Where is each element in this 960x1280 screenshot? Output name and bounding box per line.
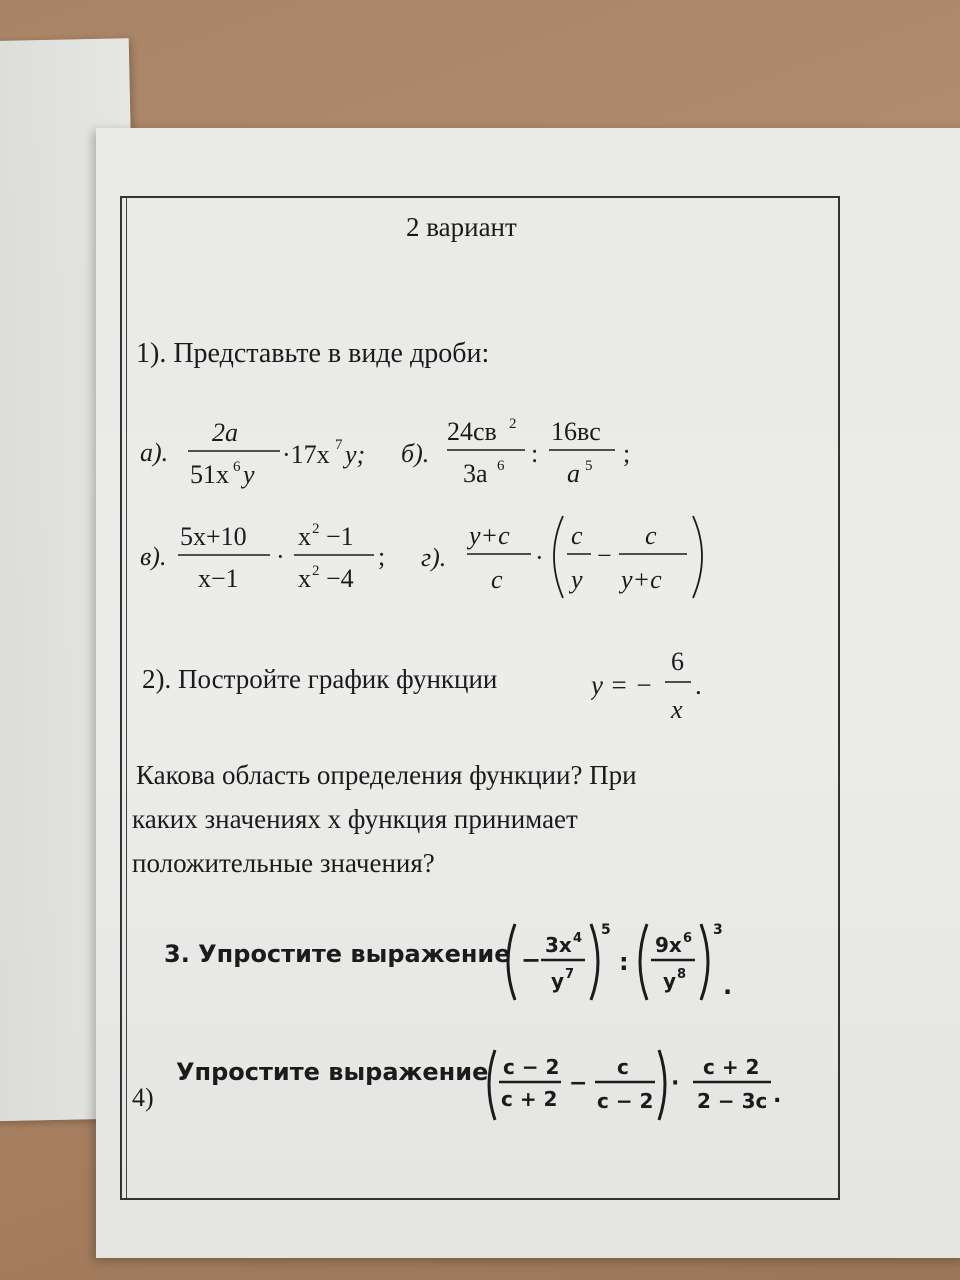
svg-text:;: ; — [378, 542, 386, 571]
svg-text:24cв: 24cв — [447, 417, 497, 446]
svg-text:·: · — [535, 543, 544, 572]
svg-text:−4: −4 — [326, 564, 354, 593]
task2-heading: 2). Постройте график функции — [142, 664, 498, 694]
svg-text:2: 2 — [312, 563, 320, 579]
svg-text:3: 3 — [713, 922, 723, 938]
task3-heading: 3. Упростите выражение — [164, 940, 511, 968]
svg-text:.: . — [723, 972, 733, 1000]
svg-text:5: 5 — [601, 922, 611, 938]
svg-text:c + 2: c + 2 — [501, 1087, 558, 1111]
svg-text:−: − — [569, 1071, 588, 1096]
svg-text:6: 6 — [683, 931, 693, 946]
svg-text:c: c — [645, 521, 657, 550]
task2-question-line2: каких значениях x функция принимает — [132, 804, 578, 834]
task2-formula-den: x — [671, 695, 683, 724]
task1a-expression — [140, 413, 380, 508]
task1v-label: в). — [140, 542, 167, 571]
task3-expression — [501, 910, 761, 1015]
svg-text:16вc: 16вc — [551, 417, 601, 446]
variant-title: 2 вариант — [406, 212, 517, 242]
svg-text:y: y — [243, 460, 255, 489]
svg-text:5: 5 — [585, 458, 593, 474]
svg-text:y;: y; — [345, 440, 366, 469]
svg-text:c − 2: c − 2 — [503, 1055, 560, 1079]
svg-text:7: 7 — [335, 437, 343, 453]
svg-text:·: · — [671, 1071, 680, 1096]
svg-text:−1: −1 — [326, 522, 354, 551]
svg-text:c − 2: c − 2 — [597, 1089, 654, 1113]
svg-text:8: 8 — [677, 967, 687, 982]
svg-text:6: 6 — [233, 459, 241, 475]
svg-text:6: 6 — [497, 458, 505, 474]
task2-formula-num: 6 — [671, 647, 684, 676]
svg-text:a: a — [567, 459, 580, 488]
svg-text:7: 7 — [565, 967, 575, 982]
svg-text:9x: 9x — [655, 933, 682, 957]
svg-text:−: − — [521, 946, 542, 974]
svg-text:.: . — [695, 670, 702, 700]
task1v-expression — [140, 513, 400, 608]
svg-text:c: c — [617, 1055, 629, 1079]
task2-formula-lhs: y = − — [591, 670, 653, 700]
svg-text:5x+10: 5x+10 — [180, 522, 247, 551]
svg-text:−: − — [597, 541, 612, 570]
svg-text:x: x — [298, 564, 311, 593]
svg-text:2: 2 — [509, 416, 517, 432]
task1b-expression — [401, 410, 651, 505]
svg-text:c + 2: c + 2 — [703, 1055, 760, 1079]
svg-text:3a: 3a — [463, 459, 488, 488]
svg-text:c: c — [571, 521, 583, 550]
svg-text:y: y — [571, 565, 583, 594]
task2-formula — [591, 638, 731, 733]
task2-question-line1: Какова область определения функции? При — [136, 760, 637, 790]
svg-text:2a: 2a — [212, 418, 238, 447]
svg-text::: : — [619, 948, 629, 976]
frame-inner-line — [126, 198, 127, 1198]
svg-text:x: x — [298, 522, 311, 551]
task1a-label: а). — [140, 438, 169, 467]
task1g-expression — [421, 508, 721, 613]
task4-expression — [481, 1040, 811, 1135]
svg-text:y+c: y+c — [469, 521, 510, 550]
task2-question-line3: положительные значения? — [132, 848, 435, 878]
svg-text:3x: 3x — [545, 933, 572, 957]
svg-text:;: ; — [623, 439, 631, 468]
svg-text:y: y — [551, 969, 565, 993]
svg-text:2: 2 — [312, 521, 320, 537]
svg-text:4: 4 — [573, 931, 583, 946]
svg-text::: : — [531, 439, 539, 468]
svg-text:y: y — [663, 969, 677, 993]
task1b-label: б). — [401, 439, 430, 468]
worksheet-paper — [96, 128, 960, 1258]
svg-text:y+c: y+c — [621, 565, 662, 594]
svg-text:·17x: ·17x — [282, 440, 330, 469]
task4-heading: Упростите выражение — [176, 1058, 489, 1086]
svg-text:51x: 51x — [190, 460, 229, 489]
svg-text:x−1: x−1 — [198, 564, 239, 593]
task4-number: 4) — [132, 1083, 154, 1112]
svg-text:·: · — [276, 542, 285, 571]
task1-heading: 1). Представьте в виде дроби: — [136, 338, 490, 369]
svg-text:c: c — [491, 565, 503, 594]
svg-text:.: . — [773, 1083, 782, 1108]
task1g-label: г). — [421, 543, 447, 572]
svg-text:2 − 3c: 2 − 3c — [697, 1089, 768, 1113]
